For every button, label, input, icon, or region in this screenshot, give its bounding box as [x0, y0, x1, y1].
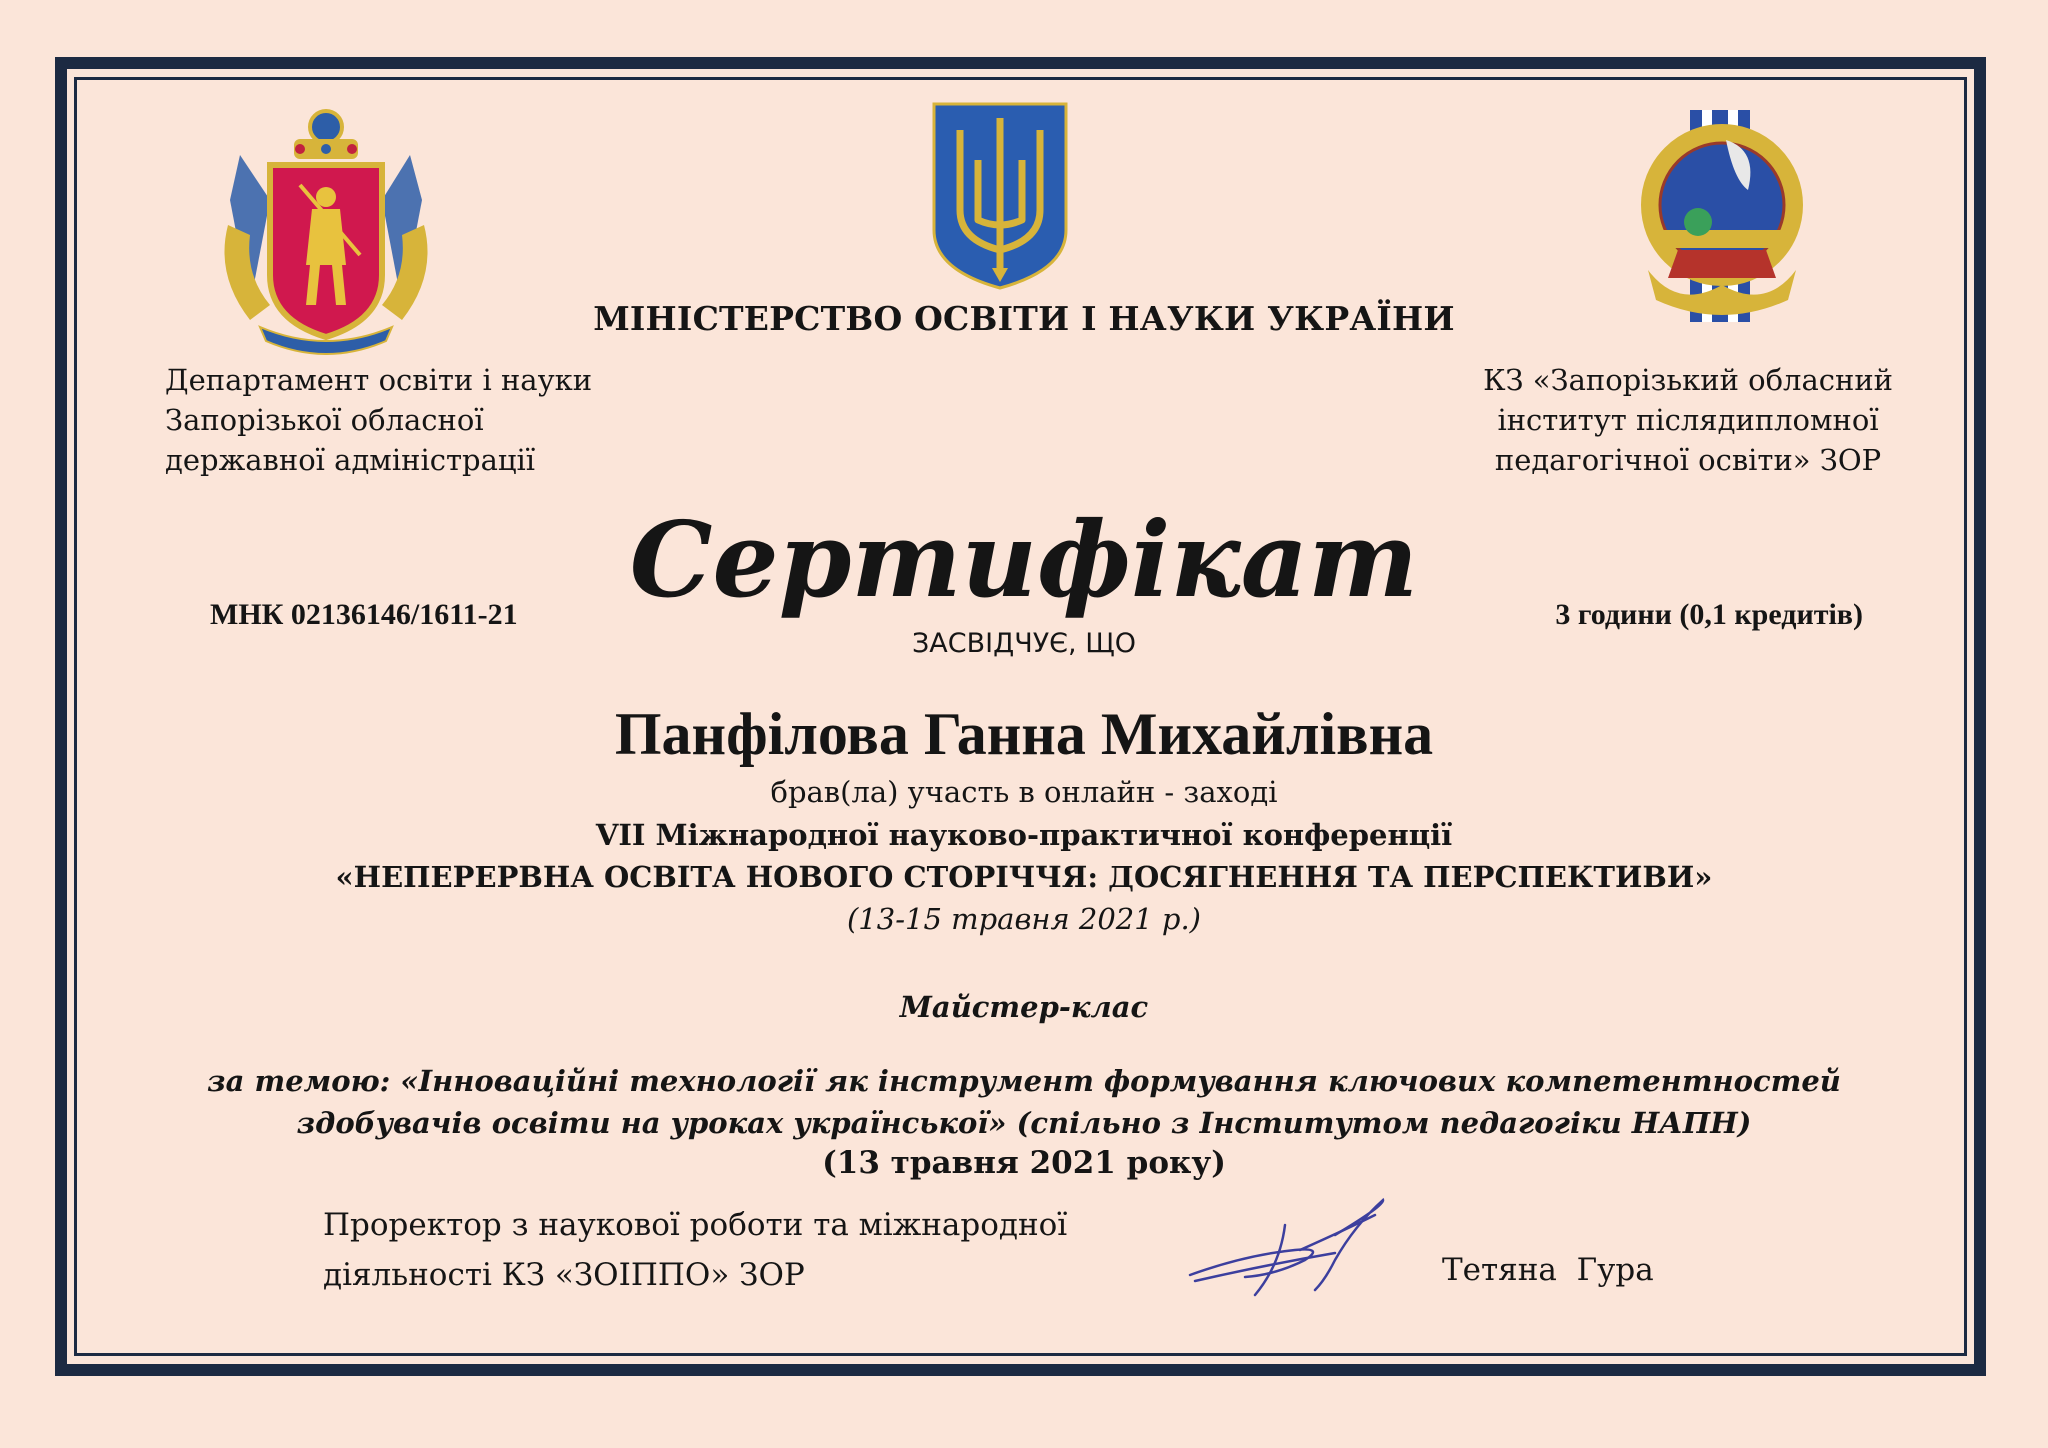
right-org-line: педагогічної освіти» ЗОР: [1494, 443, 1882, 477]
right-org-line: КЗ «Запорізький обласний: [1483, 363, 1893, 397]
zoippo-institute-logo-icon: [1638, 110, 1806, 322]
certificate-title: Сертифікат: [629, 498, 1419, 621]
signer-position: [323, 1200, 1067, 1300]
participation-text: брав(ла) участь в онлайн - заході: [770, 775, 1278, 809]
event-topic: [0, 1060, 2048, 1144]
event-type: Майстер-клас: [899, 990, 1149, 1024]
certifies-text: ЗАСВІДЧУЄ, ЩО: [912, 628, 1136, 659]
left-organization: [165, 360, 592, 480]
ukraine-trident-icon: [930, 100, 1070, 290]
left-org-line: Запорізької обласної: [165, 403, 484, 437]
recipient-name: Панфілова Ганна Михайлівна: [614, 701, 1434, 767]
left-org-line: Департамент освіти і науки: [165, 363, 593, 397]
right-organization: [1483, 360, 1893, 480]
signer-name: Тетяна Гура: [1442, 1252, 1654, 1288]
credit-hours: 3 години (0,1 кредитів): [1555, 598, 1863, 631]
event-topic-line: за темою: «Інноваційні технології як інструмент формування ключових компетентностей: [207, 1064, 1841, 1098]
conference-dates: (13-15 травня 2021 р.): [846, 902, 1201, 936]
event-topic-line: здобувачів освіти на уроках української» (спільно з Інститутом педагогіки НАПН): [296, 1106, 1752, 1140]
right-org-line: інститут післядипломної: [1497, 403, 1879, 437]
handwritten-signature: [1185, 1195, 1395, 1305]
certificate-number: МНК 02136146/1611-21: [210, 598, 518, 631]
left-org-line: державної адміністрації: [165, 443, 536, 477]
signer-position-line: Проректор з наукової роботи та міжнародної: [323, 1207, 1068, 1243]
ministry-heading: МІНІСТЕРСТВО ОСВІТИ І НАУКИ УКРАЇНИ: [593, 299, 1455, 338]
event-date: (13 травня 2021 року): [822, 1145, 1226, 1181]
conference-theme: «НЕПЕРЕРВНА ОСВІТА НОВОГО СТОРІЧЧЯ: ДОСЯГНЕННЯ ТА ПЕРСПЕКТИВИ»: [335, 860, 1713, 894]
conference-title: VII Міжнародної науково-практичної конференції: [595, 818, 1453, 852]
signer-position-line: діяльності КЗ «ЗОІППО» ЗОР: [323, 1257, 805, 1293]
